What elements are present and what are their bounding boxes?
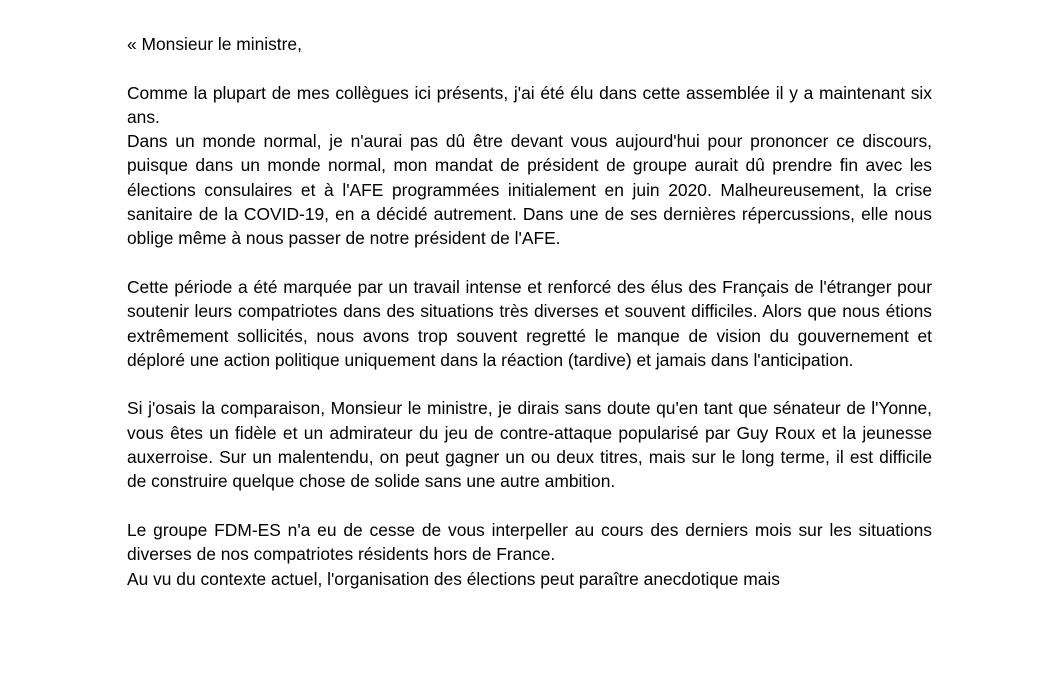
paragraph-5: Le groupe FDM-ES n'a eu de cesse de vous interpeller au cours des derniers mois sur les situations diverses de nos compatriotes résidents hors de France. [127, 519, 932, 565]
letter-page [127, 32, 932, 591]
paragraph-4: Si j'osais la comparaison, Monsieur le ministre, je dirais sans doute qu'en tant que sénateur de l'Yonne, vous êtes un fidèle et un admirateur du jeu de contre-attaque popularisé par Guy Roux et la jeunesse auxerroise. Sur un malentendu, on peut gagner un ou deux titres, mais sur le long terme, il est difficile de construire quelque chose de solide sans une autre ambition. [127, 398, 932, 492]
paragraph-6: Au vu du contexte actuel, l'organisation des élections peut paraître anecdotique mais [127, 568, 780, 589]
paragraph-1: Comme la plupart de mes collègues ici présents, j'ai été élu dans cette assemblée il y a maintenant six ans. [127, 82, 932, 127]
paragraph-3: Cette période a été marquée par un travail intense et renforcé des élus des Français de l'étranger pour soutenir leurs compatriotes dans des situations très diverses et souvent difficiles. Alors que nous étions extrêmement sollicités, nous avons trop souvent regretté le manque de vision du gouvernement et déploré une action politique uniquement dans la réaction (tardive) et jamais dans l'anticipation. [127, 276, 932, 370]
paragraph-2: Dans un monde normal, je n'aurai pas dû être devant vous aujourd'hui pour prononcer ce discours, puisque dans un monde normal, mon mandat de président de groupe aurait dû prendre fin avec les élections consulaires et à l'AFE programmées initialement en juin 2020. Malheureusement, la crise sanitaire de la COVID-19, en a décidé autrement. Dans une de ses dernières répercussions, elle nous oblige même à nous passer de notre président de l'AFE. [127, 131, 932, 249]
salutation: « Monsieur le ministre, [127, 34, 302, 54]
